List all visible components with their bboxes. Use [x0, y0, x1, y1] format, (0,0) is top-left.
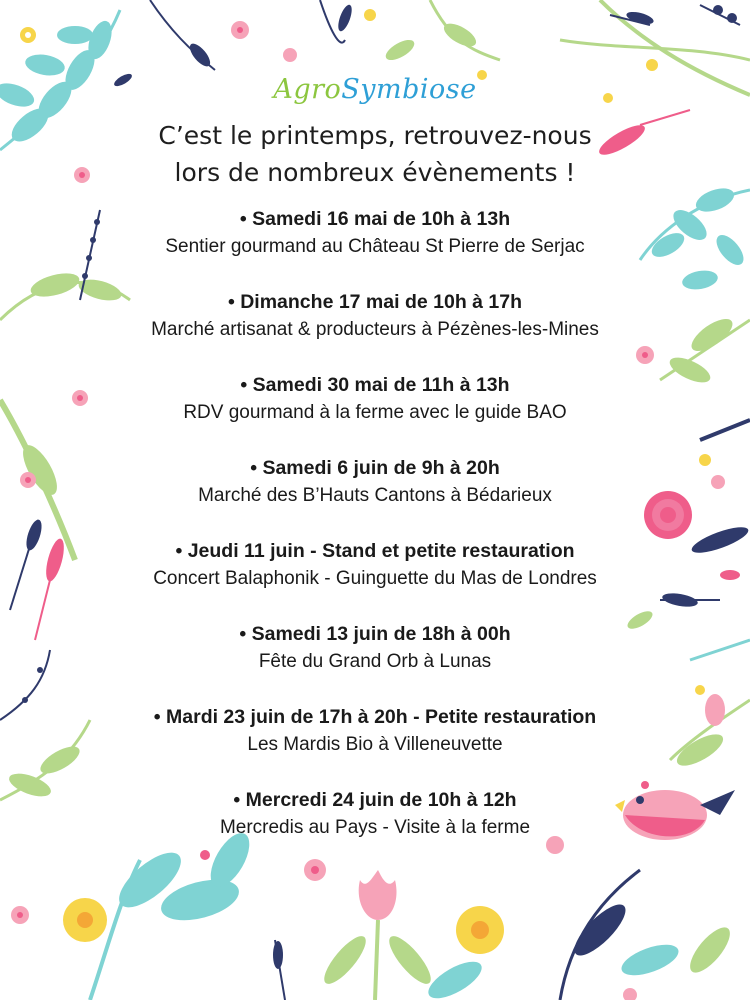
- event-description: Fête du Grand Orb à Lunas: [258, 651, 492, 672]
- event-description: Sentier gourmand au Château St Pierre de Serjac: [165, 236, 585, 257]
- headline-line-1: C’est le printemps, retrouvez-nous: [158, 121, 592, 150]
- event-list: [0, 205, 750, 869]
- event-item: [0, 786, 750, 869]
- event-description: Mercredis au Pays - Visite à la ferme: [219, 817, 531, 838]
- event-description: Marché des B’Hauts Cantons à Bédarieux: [198, 485, 552, 506]
- event-item: [0, 537, 750, 620]
- event-item: [0, 620, 750, 703]
- event-title: • Dimanche 17 mai de 10h à 17h: [227, 291, 523, 313]
- event-item: [0, 371, 750, 454]
- event-item: [0, 288, 750, 371]
- event-title: • Samedi 13 juin de 18h à 00h: [239, 623, 511, 645]
- agrosymbiose-logo: [0, 74, 750, 105]
- logo-agro-text: Agro: [273, 74, 342, 105]
- event-description: Marché artisanat & producteurs à Pézènes-les-Mines: [151, 319, 599, 340]
- event-item: [0, 703, 750, 786]
- event-description: Concert Balaphonik - Guinguette du Mas de Londres: [153, 568, 597, 589]
- logo-symbiose-text: Symbiose: [341, 74, 477, 105]
- event-title: • Samedi 16 mai de 10h à 13h: [239, 208, 511, 230]
- event-title: • Mercredi 24 juin de 10h à 12h: [233, 789, 517, 811]
- event-item: [0, 205, 750, 288]
- event-description: RDV gourmand à la ferme avec le guide BAO: [183, 402, 567, 423]
- headline: [0, 117, 750, 191]
- event-title: • Samedi 6 juin de 9h à 20h: [250, 457, 500, 479]
- event-description: Les Mardis Bio à Villeneuvette: [247, 734, 503, 755]
- event-title: • Samedi 30 mai de 11h à 13h: [240, 374, 510, 396]
- headline-line-2: lors de nombreux évènements !: [174, 158, 576, 187]
- event-item: [0, 454, 750, 537]
- event-title: • Jeudi 11 juin - Stand et petite restauration: [175, 540, 575, 562]
- event-title: • Mardi 23 juin de 17h à 20h - Petite restauration: [153, 706, 597, 728]
